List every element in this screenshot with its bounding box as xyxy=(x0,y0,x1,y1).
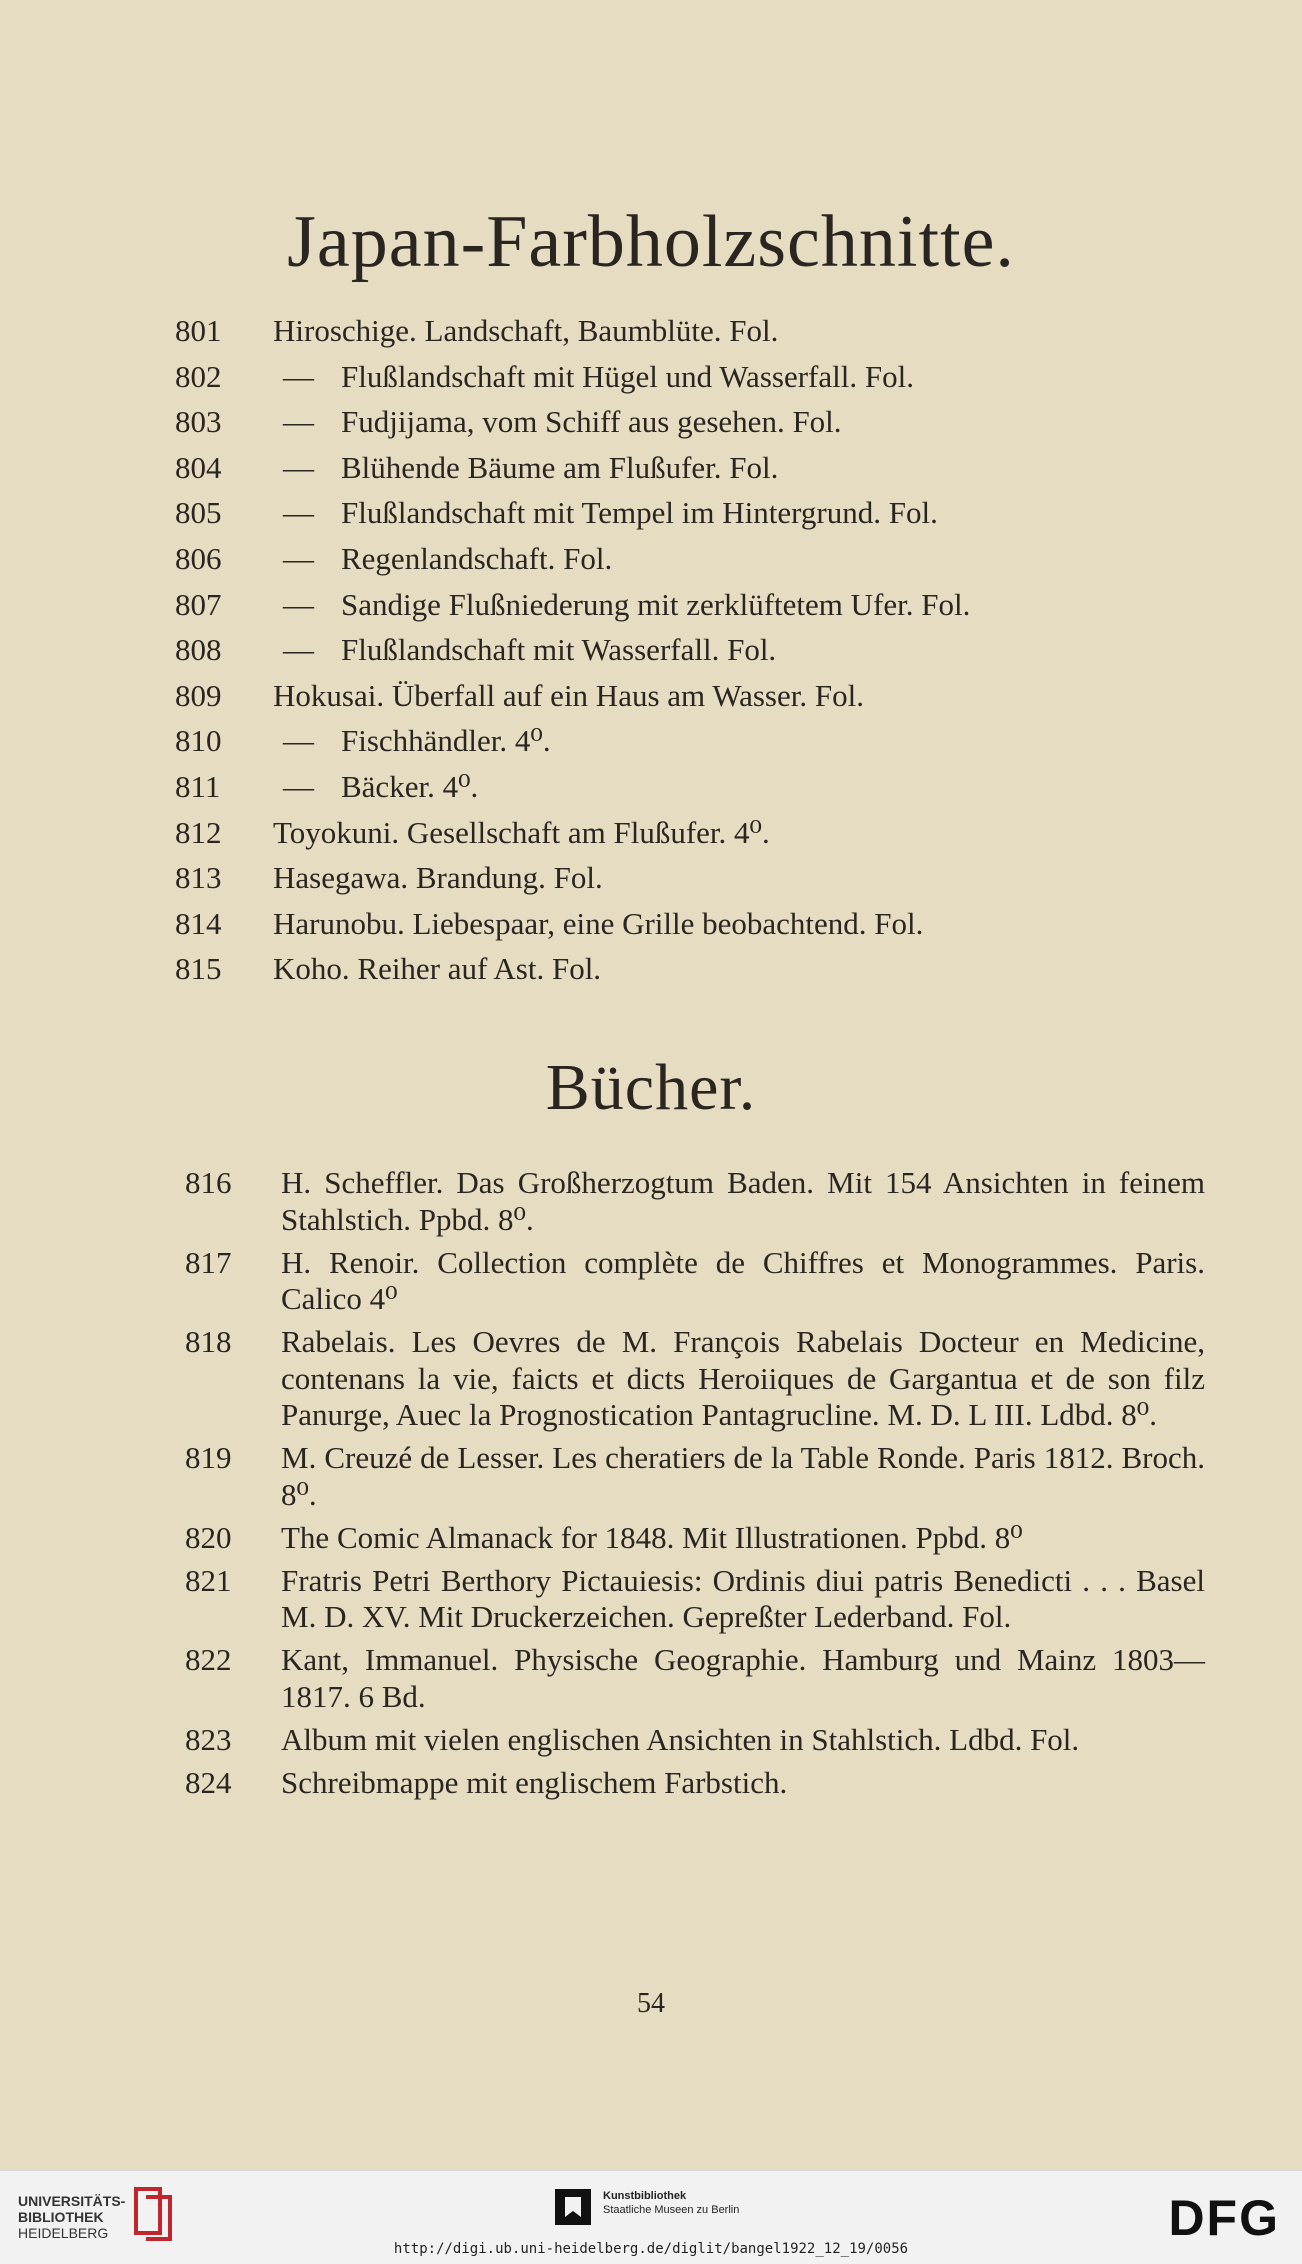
item-text: Fudjijama, vom Schiff aus gesehen. Fol. xyxy=(341,404,842,440)
item-text: Kant, Immanuel. Physische Geographie. Hamburg und Mainz 1803—1817. 6 Bd. xyxy=(281,1642,1205,1714)
item-text: Flußlandschaft mit Hügel und Wasserfall. Fol. xyxy=(341,358,914,394)
ditto-dash: — xyxy=(283,768,314,804)
list-item xyxy=(175,1722,1205,1759)
item-number: 812 xyxy=(175,814,222,850)
item-number: 805 xyxy=(175,495,222,531)
item-text: M. Creuzé de Lesser. Les cheratiers de la Table Ronde. Paris 1812. Broch. 8⁰. xyxy=(281,1440,1205,1512)
permalink-url[interactable]: http://digi.ub.uni-heidelberg.de/diglit/bangel1922_12_19/0056 xyxy=(393,2241,909,2257)
item-text: Album mit vielen englischen Ansichten in Stahlstich. Ldbd. Fol. xyxy=(281,1721,1080,1757)
list-item xyxy=(175,723,1175,769)
list-item xyxy=(175,951,1175,997)
list-item xyxy=(175,450,1175,496)
list-item xyxy=(175,815,1175,861)
item-text: Sandige Flußniederung mit zerklüftetem Ufer. Fol. xyxy=(341,586,971,622)
list-item xyxy=(175,678,1175,724)
item-number: 809 xyxy=(175,677,222,713)
item-number: 815 xyxy=(175,951,222,987)
item-text: Koho. Reiher auf Ast. Fol. xyxy=(273,951,602,987)
item-text: Schreibmappe mit englischem Farbstich. xyxy=(281,1764,788,1800)
list-item xyxy=(175,404,1175,450)
list-item xyxy=(175,1642,1205,1715)
item-number: 814 xyxy=(175,905,222,941)
list-item xyxy=(175,769,1175,815)
item-number: 801 xyxy=(175,313,222,348)
item-number: 803 xyxy=(175,404,222,440)
ditto-dash: — xyxy=(283,449,314,485)
item-text: Toyokuni. Gesellschaft am Flußufer. 4⁰. xyxy=(273,814,770,850)
list-item xyxy=(175,1440,1205,1513)
section-title-japan: Japan-Farbholzschnitte. xyxy=(287,201,1015,283)
ditto-dash: — xyxy=(283,358,314,394)
item-text: Rabelais. Les Oevres de M. François Rabelais Docteur en Medicine, contenans la vie, faicts et dicts Heroiiques de Gargantua et de son filz Panurge, Auec la Prognostication Pantagrucline. M. D. L III. Ldbd. 8⁰. xyxy=(281,1324,1205,1432)
ditto-dash: — xyxy=(283,404,314,440)
item-number: 819 xyxy=(185,1440,232,1475)
books-list xyxy=(175,1165,1205,1808)
list-item xyxy=(175,860,1175,906)
item-text: Flußlandschaft mit Tempel im Hintergrund. Fol. xyxy=(341,495,938,531)
item-number: 806 xyxy=(175,540,222,576)
list-item xyxy=(175,541,1175,587)
japan-woodcuts-list xyxy=(175,313,1175,997)
item-number: 811 xyxy=(175,768,221,804)
list-item xyxy=(175,1520,1205,1557)
item-text: Fischhändler. 4⁰. xyxy=(341,723,551,759)
list-item xyxy=(175,1165,1205,1238)
list-item xyxy=(175,906,1175,952)
item-number: 824 xyxy=(185,1764,232,1800)
ditto-dash: — xyxy=(283,540,314,576)
item-number: 822 xyxy=(185,1642,232,1677)
item-number: 820 xyxy=(185,1519,232,1555)
ditto-dash: — xyxy=(283,586,314,622)
item-number: 821 xyxy=(185,1562,232,1598)
item-number: 818 xyxy=(185,1324,232,1359)
item-text: Harunobu. Liebespaar, eine Grille beobachtend. Fol. xyxy=(273,905,924,941)
item-text: Flußlandschaft mit Wasserfall. Fol. xyxy=(341,632,777,668)
item-text: The Comic Almanack for 1848. Mit Illustrationen. Ppbd. 8⁰ xyxy=(281,1519,1023,1555)
university-library-logo[interactable]: UNIVERSITÄTS- BIBLIOTHEK HEIDELBERG xyxy=(18,2193,126,2241)
page-number: 54 xyxy=(637,1988,665,2019)
list-item xyxy=(175,587,1175,633)
item-number: 807 xyxy=(175,586,222,622)
item-number: 823 xyxy=(185,1721,232,1757)
item-number: 810 xyxy=(175,723,222,759)
heidelberg-emblem-icon xyxy=(130,2185,178,2241)
list-item xyxy=(175,313,1175,359)
dfg-logo[interactable]: DFG xyxy=(1168,2190,1280,2246)
list-item xyxy=(175,1245,1205,1318)
item-number: 817 xyxy=(185,1244,232,1280)
item-text: Hokusai. Überfall auf ein Haus am Wasser. Fol. xyxy=(273,677,864,713)
item-text: Hasegawa. Brandung. Fol. xyxy=(273,860,603,896)
item-number: 804 xyxy=(175,449,222,485)
item-text: Fratris Petri Berthory Pictauiesis: Ordinis diui patris Benedicti . . . Basel M. D. XV. Mit Druckerzeichen. Gepreßter Lederband. Fol. xyxy=(281,1562,1205,1634)
list-item xyxy=(175,495,1175,541)
list-item xyxy=(175,632,1175,678)
ditto-dash: — xyxy=(283,723,314,759)
item-text: H. Scheffler. Das Großherzogtum Baden. Mit 154 Ansichten in feinem Stahlstich. Ppbd. 8⁰. xyxy=(281,1165,1205,1237)
item-text: H. Renoir. Collection complète de Chiffres et Monogrammes. Paris. Calico 4⁰ xyxy=(281,1244,1205,1316)
list-item xyxy=(175,1765,1205,1802)
list-item xyxy=(175,1324,1205,1434)
list-item xyxy=(175,1563,1205,1636)
item-text: Blühende Bäume am Flußufer. Fol. xyxy=(341,449,779,485)
list-item xyxy=(175,359,1175,405)
kunstbibliothek-logo[interactable]: Kunstbibliothek Staatliche Museen zu Berlin xyxy=(555,2189,739,2225)
item-text: Hiroschige. Landschaft, Baumblüte. Fol. xyxy=(273,313,779,348)
ditto-dash: — xyxy=(283,495,314,531)
item-text: Bäcker. 4⁰. xyxy=(341,768,479,804)
footer-bar xyxy=(0,2170,1302,2264)
ditto-dash: — xyxy=(283,632,314,668)
item-text: Regenlandschaft. Fol. xyxy=(341,540,613,576)
item-number: 813 xyxy=(175,860,222,896)
section-title-books: Bücher. xyxy=(545,1051,757,1124)
item-number: 802 xyxy=(175,358,222,394)
item-number: 816 xyxy=(185,1165,232,1200)
kunstbibliothek-icon xyxy=(555,2189,591,2225)
item-number: 808 xyxy=(175,632,222,668)
